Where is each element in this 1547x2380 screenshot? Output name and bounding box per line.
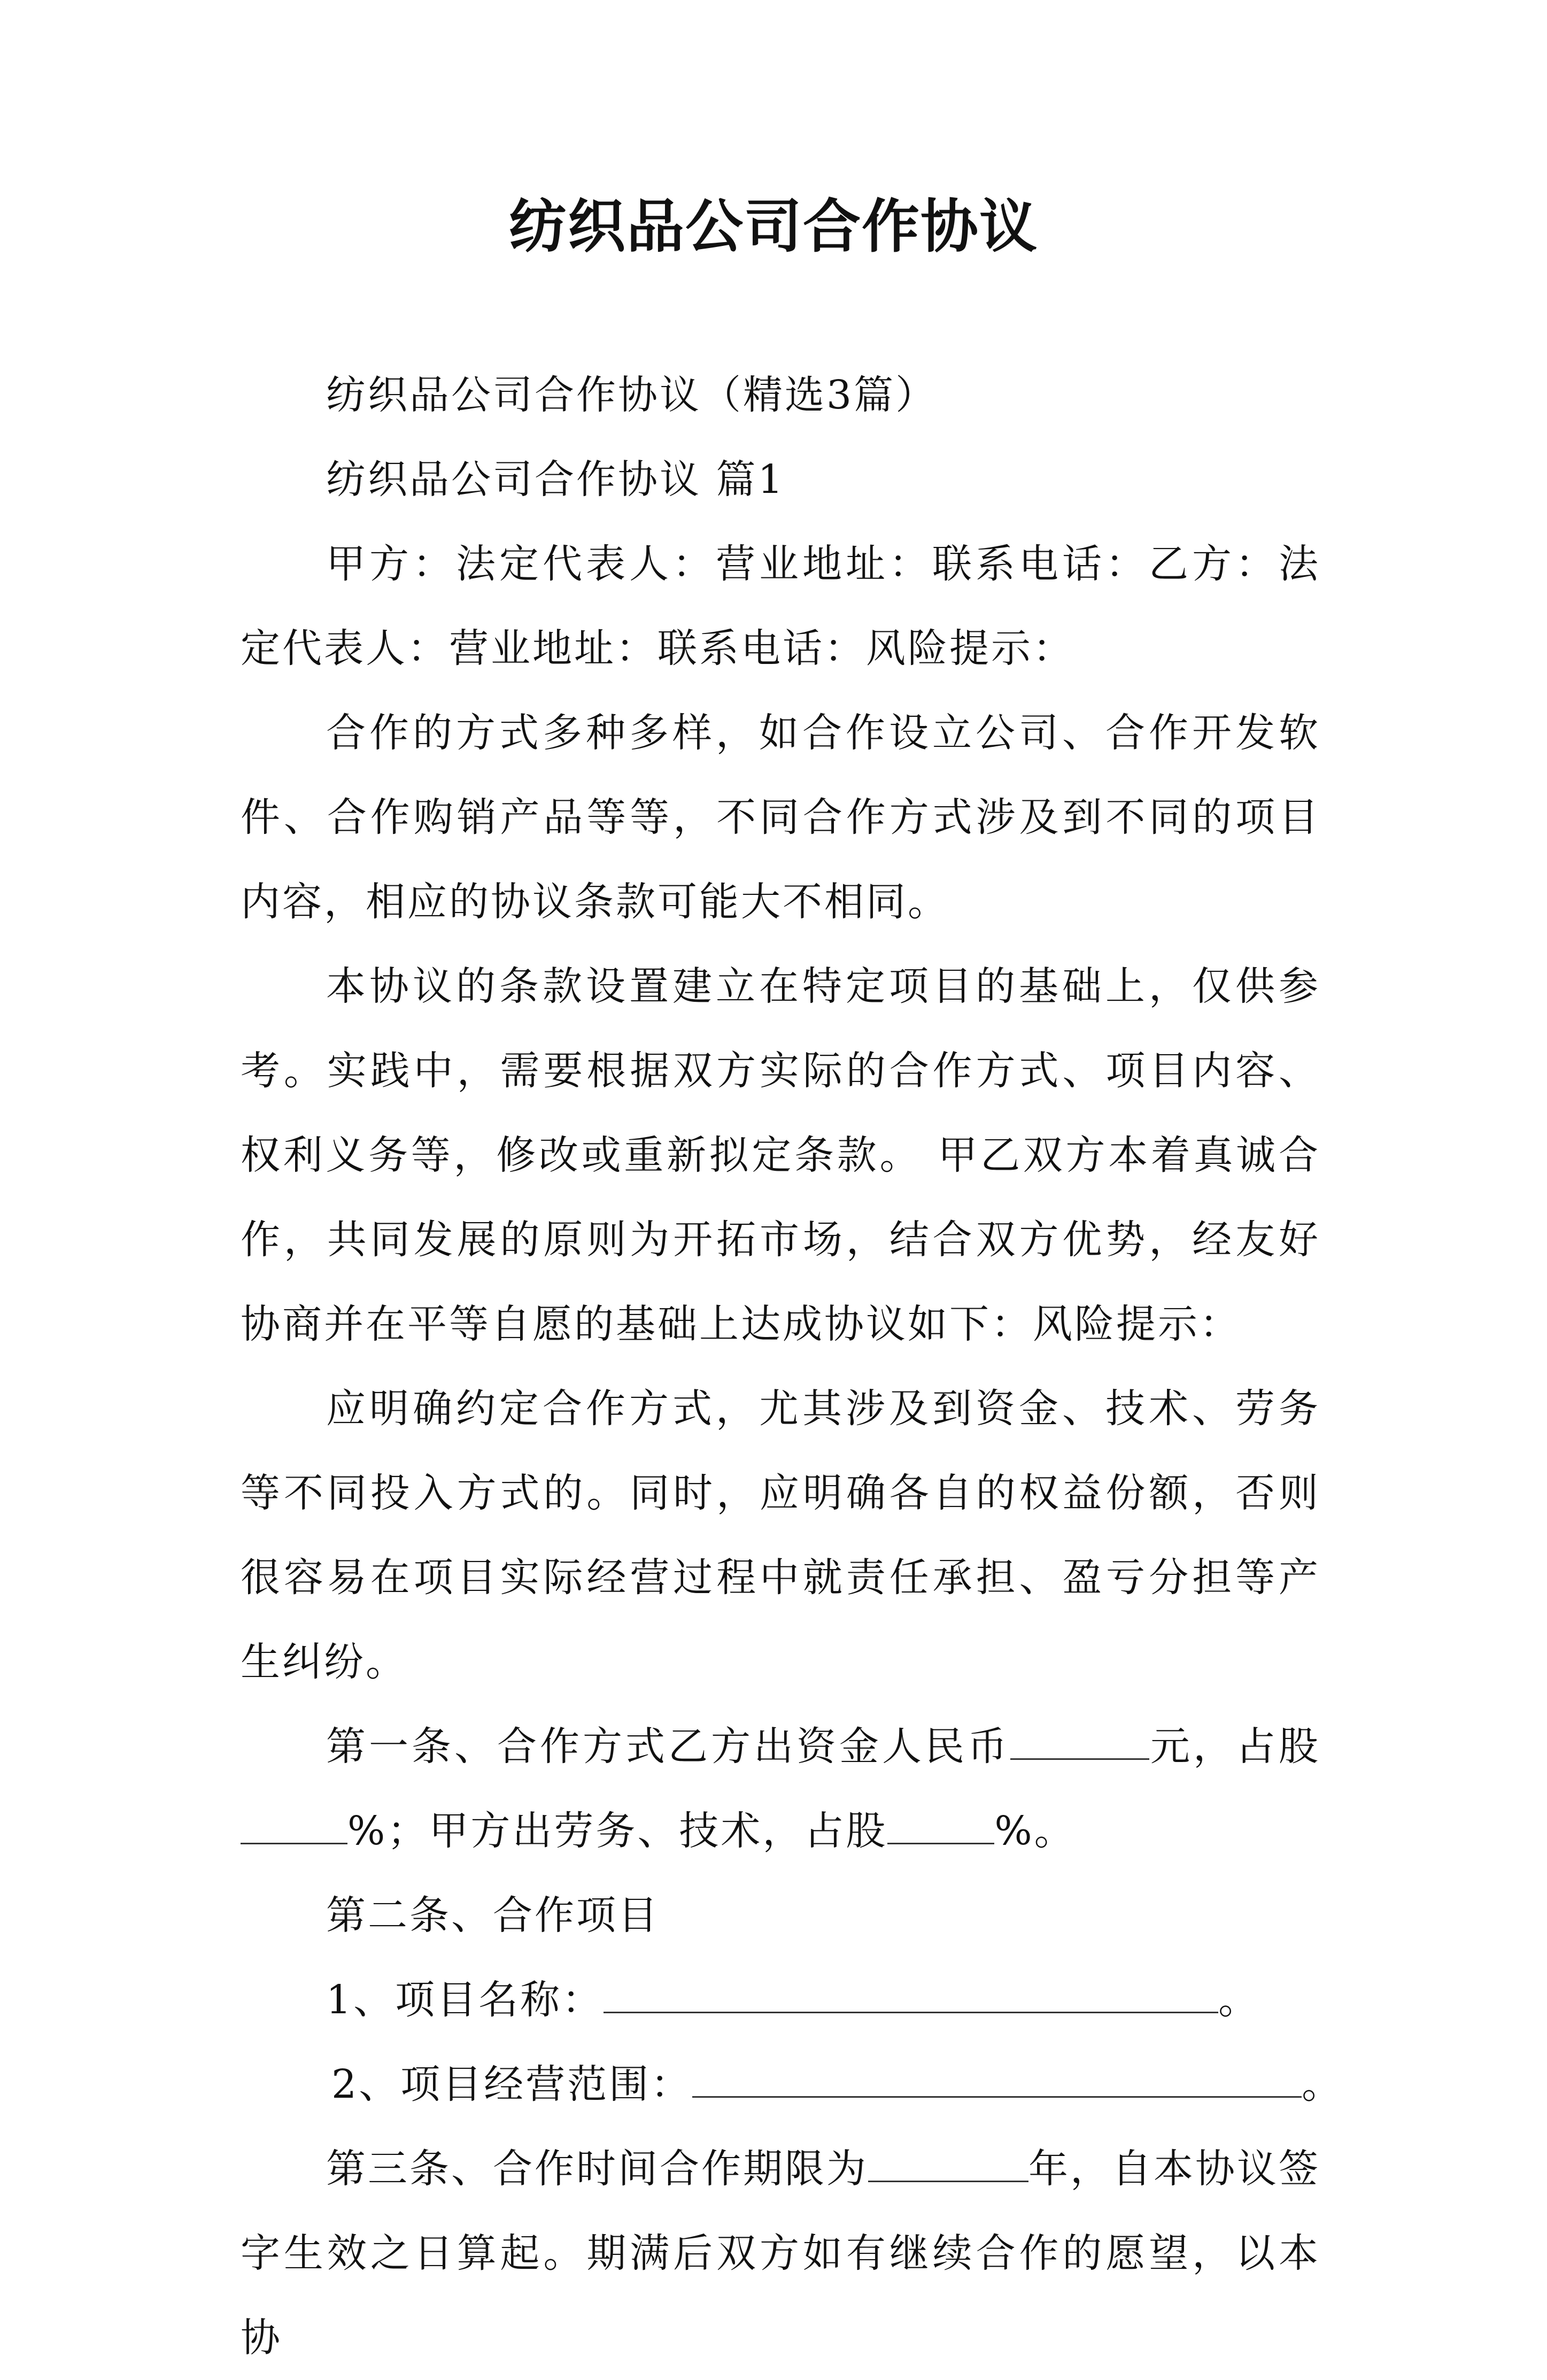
- document-body: [241, 353, 1344, 2380]
- paragraph-parties: 甲方：法定代表人：营业地址：联系电话：乙方：法定代表人：营业地址：联系电话：风险提示：: [241, 541, 1320, 671]
- blank-project-name: [604, 1974, 1218, 2013]
- item-1: [241, 1958, 1320, 2042]
- paragraph-cooperation-methods: 合作的方式多种多样，如合作设立公司、合作开发软件、合作购销产品等等，不同合作方式涉及到不同的项目内容，相应的协议条款可能大不相同。: [241, 710, 1320, 925]
- document-title: 纺织品公司合作协议: [508, 194, 1038, 260]
- paragraph-reference-note: 本协议的条款设置建立在特定项目的基础上，仅供参考。实践中，需要根据双方实际的合作方式、项目内容、权利义务等，修改或重新拟定条款。 甲乙双方本着真诚合作，共同发展的原则为开拓市场，结合双方优势，经友好协商并在平等自愿的基础上达成协议如下：风险提示：: [241, 963, 1320, 1347]
- paragraph-risk-note: 应明确约定合作方式，尤其涉及到资金、技术、劳务等不同投入方式的。同时，应明确各自的权益份额，否则很容易在项目实际经营过程中就责任承担、盈亏分担等产生纠纷。: [241, 1386, 1320, 1685]
- blank-capital: [1010, 1721, 1149, 1760]
- blank-share-b: [241, 1805, 347, 1844]
- item-2-end: 。: [1302, 2061, 1344, 2107]
- item-1-label: 1、项目名称：: [326, 1977, 604, 2023]
- blank-term-years: [868, 2143, 1028, 2182]
- article-3: [241, 2127, 1320, 2380]
- article-3-text-a: 第三条、合作时间合作期限为: [326, 2146, 868, 2192]
- section-heading: 纺织品公司合作协议 篇1: [326, 457, 785, 503]
- item-2-label: 2、项目经营范围：: [331, 2061, 693, 2107]
- article-1-text-b: 元，占股: [1149, 1724, 1320, 1769]
- article-1: [241, 1704, 1320, 1873]
- blank-business-scope: [692, 2059, 1302, 2098]
- item-2: [241, 2042, 1344, 2127]
- article-3-text-b: 年，自本协议签字生效之日算起。期满后双方如有继续合作的愿望，以本协: [241, 2146, 1320, 2361]
- article-1-text-c: %；甲方出劳务、技术，占股: [347, 1808, 888, 1854]
- article-2: 第二条、合作项目: [326, 1892, 660, 1938]
- subtitle: 纺织品公司合作协议（精选3篇）: [326, 372, 938, 418]
- article-1-text-d: %。: [994, 1808, 1076, 1854]
- item-1-end: 。: [1218, 1977, 1260, 2023]
- article-1-text-a: 第一条、合作方式乙方出资金人民币: [326, 1724, 1010, 1769]
- blank-share-a: [887, 1805, 994, 1844]
